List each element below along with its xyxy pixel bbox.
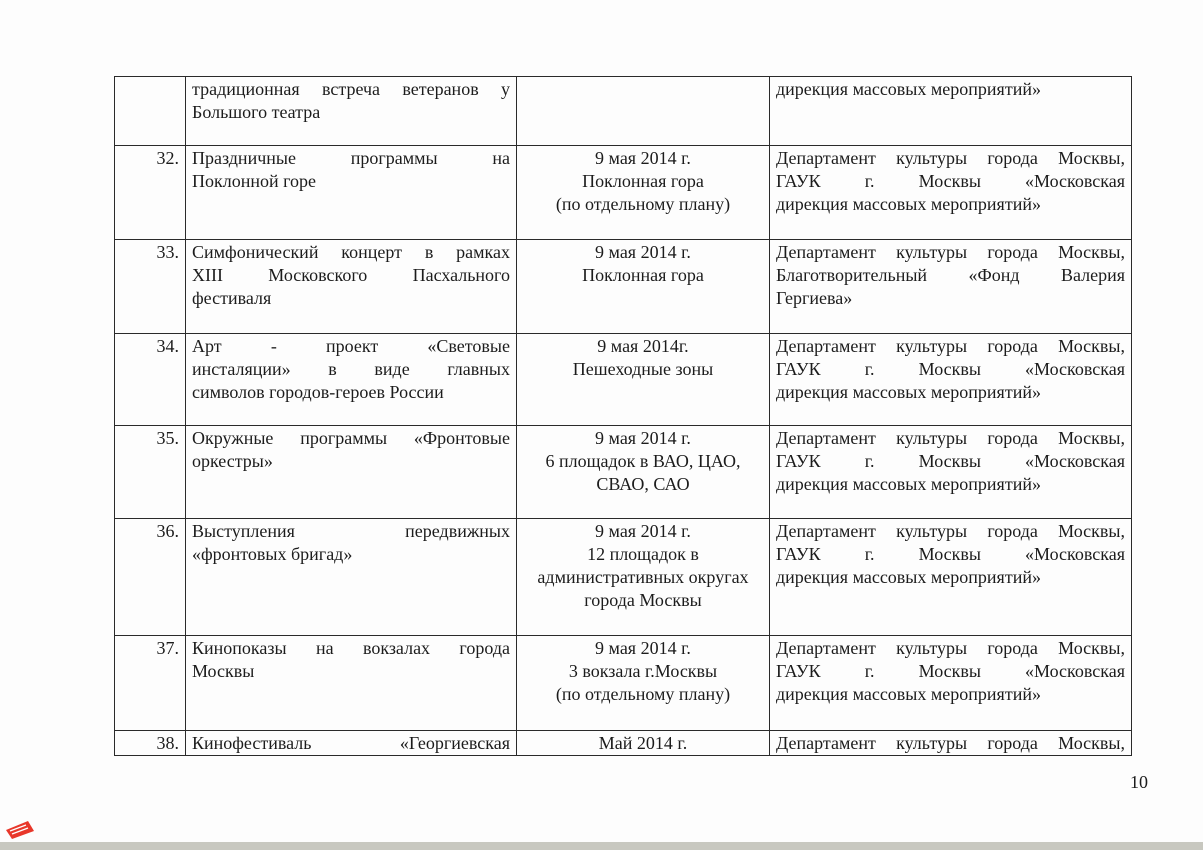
organizer-cell-line: ГАУК г. Москвы «Московская: [776, 171, 1125, 191]
date-cell-line: 6 площадок в ВАО, ЦАО,: [545, 451, 741, 471]
date-cell-line: Май 2014 г.: [598, 733, 688, 753]
publisher-logo-icon: [4, 818, 36, 840]
event-cell: [186, 334, 517, 426]
table-row: [115, 731, 1132, 756]
organizer-cell-line: дирекция массовых мероприятий»: [776, 474, 1041, 494]
row-number: 34.: [115, 334, 186, 426]
row-number: 37.: [115, 636, 186, 731]
organizer-cell: [770, 636, 1132, 731]
date-cell: [517, 240, 770, 334]
date-cell-line: 9 мая 2014 г.: [595, 242, 691, 262]
event-cell-line: XIII Московского Пасхального: [192, 265, 510, 285]
organizer-cell-line: Департамент культуры города Москвы,: [776, 428, 1125, 448]
table-row: [115, 146, 1132, 240]
event-cell-line: Кинофестиваль «Георгиевская: [192, 733, 510, 753]
table-row: [115, 426, 1132, 519]
organizer-cell-line: ГАУК г. Москвы «Московская: [776, 661, 1125, 681]
organizer-cell-line: дирекция массовых мероприятий»: [776, 567, 1041, 587]
organizer-cell-line: Департамент культуры города Москвы,: [776, 638, 1125, 658]
organizer-cell: [770, 519, 1132, 636]
event-cell: [186, 77, 517, 146]
event-cell: [186, 426, 517, 519]
table-row: [115, 519, 1132, 636]
organizer-cell-line: ГАУК г. Москвы «Московская: [776, 544, 1125, 564]
date-cell-line: 9 мая 2014г.: [597, 336, 689, 356]
organizer-cell: [770, 146, 1132, 240]
date-cell-line: 3 вокзала г.Москвы: [568, 661, 718, 681]
organizer-cell-line: дирекция массовых мероприятий»: [776, 79, 1041, 99]
date-cell: [517, 146, 770, 240]
event-cell-line: Симфонический концерт в рамках: [192, 242, 510, 262]
date-cell-line: Поклонная гора: [582, 265, 704, 285]
row-number: [115, 77, 186, 146]
event-cell-line: традиционная встреча ветеранов у: [192, 79, 510, 99]
page-number: 10: [1130, 772, 1148, 792]
organizer-cell: [770, 240, 1132, 334]
organizer-cell-line: Департамент культуры города Москвы,: [776, 336, 1125, 356]
events-table-body: [115, 77, 1132, 756]
row-number: 36.: [115, 519, 186, 636]
table-row: [115, 334, 1132, 426]
event-cell-line: фестиваля: [192, 288, 272, 308]
event-cell: [186, 240, 517, 334]
organizer-cell-line: ГАУК г. Москвы «Московская: [776, 359, 1125, 379]
date-cell-line: города Москвы: [584, 590, 702, 610]
date-cell-line: СВАО, САО: [596, 474, 690, 494]
organizer-cell-line: Департамент культуры города Москвы,: [776, 242, 1125, 262]
row-number: 38.: [115, 731, 186, 756]
date-cell-line: Поклонная гора: [582, 171, 704, 191]
event-cell-line: Кинопоказы на вокзалах города: [192, 638, 510, 658]
event-cell-line: Окружные программы «Фронтовые: [192, 428, 510, 448]
date-cell-line: 9 мая 2014 г.: [595, 148, 691, 168]
organizer-cell: [770, 77, 1132, 146]
organizer-cell-line: дирекция массовых мероприятий»: [776, 684, 1041, 704]
organizer-cell-line: ГАУК г. Москвы «Московская: [776, 451, 1125, 471]
event-cell-line: Выступления передвижных: [192, 521, 510, 541]
table-row: [115, 240, 1132, 334]
event-cell: [186, 636, 517, 731]
date-cell: [517, 334, 770, 426]
event-cell-line: «фронтовых бригад»: [192, 544, 353, 564]
date-cell-line: административных округах: [537, 567, 749, 587]
event-cell: [186, 519, 517, 636]
table-row: [115, 77, 1132, 146]
date-cell: [517, 426, 770, 519]
event-cell-line: Поклонной горе: [192, 171, 317, 191]
date-cell-line: (по отдельному плану): [555, 684, 731, 704]
date-cell: [517, 77, 770, 146]
organizer-cell-line: Департамент культуры города Москвы,: [776, 733, 1125, 753]
organizer-cell: [770, 334, 1132, 426]
date-cell-line: 9 мая 2014 г.: [595, 638, 691, 658]
row-number: 35.: [115, 426, 186, 519]
event-cell-line: Арт - проект «Световые: [192, 336, 510, 356]
event-cell-line: инсталяции» в виде главных: [192, 359, 510, 379]
date-cell-line: 9 мая 2014 г.: [595, 521, 691, 541]
event-cell-line: оркестры»: [192, 451, 273, 471]
date-cell: [517, 519, 770, 636]
organizer-cell-line: Департамент культуры города Москвы,: [776, 148, 1125, 168]
row-number: 32.: [115, 146, 186, 240]
event-cell: [186, 146, 517, 240]
date-cell: [517, 731, 770, 756]
organizer-cell-line: Гергиева»: [776, 288, 853, 308]
organizer-cell-line: дирекция массовых мероприятий»: [776, 194, 1041, 214]
event-cell: [186, 731, 517, 756]
date-cell: [517, 636, 770, 731]
date-cell-line: 12 площадок в: [587, 544, 699, 564]
organizer-cell: [770, 426, 1132, 519]
table-row: [115, 636, 1132, 731]
events-table: [114, 76, 1132, 756]
organizer-cell: [770, 731, 1132, 756]
organizer-cell-line: Департамент культуры города Москвы,: [776, 521, 1125, 541]
organizer-cell-line: дирекция массовых мероприятий»: [776, 382, 1041, 402]
date-cell-line: (по отдельному плану): [555, 194, 731, 214]
event-cell-line: Праздничные программы на: [192, 148, 510, 168]
event-cell-line: Москвы: [192, 661, 255, 681]
date-cell-line: Пешеходные зоны: [572, 359, 714, 379]
event-cell-line: символов городов-героев России: [192, 382, 444, 402]
event-cell-line: Большого театра: [192, 102, 321, 122]
row-number: 33.: [115, 240, 186, 334]
bottom-edge: [0, 842, 1203, 850]
organizer-cell-line: Благотворительный «Фонд Валерия: [776, 265, 1125, 285]
date-cell-line: 9 мая 2014 г.: [595, 428, 691, 448]
